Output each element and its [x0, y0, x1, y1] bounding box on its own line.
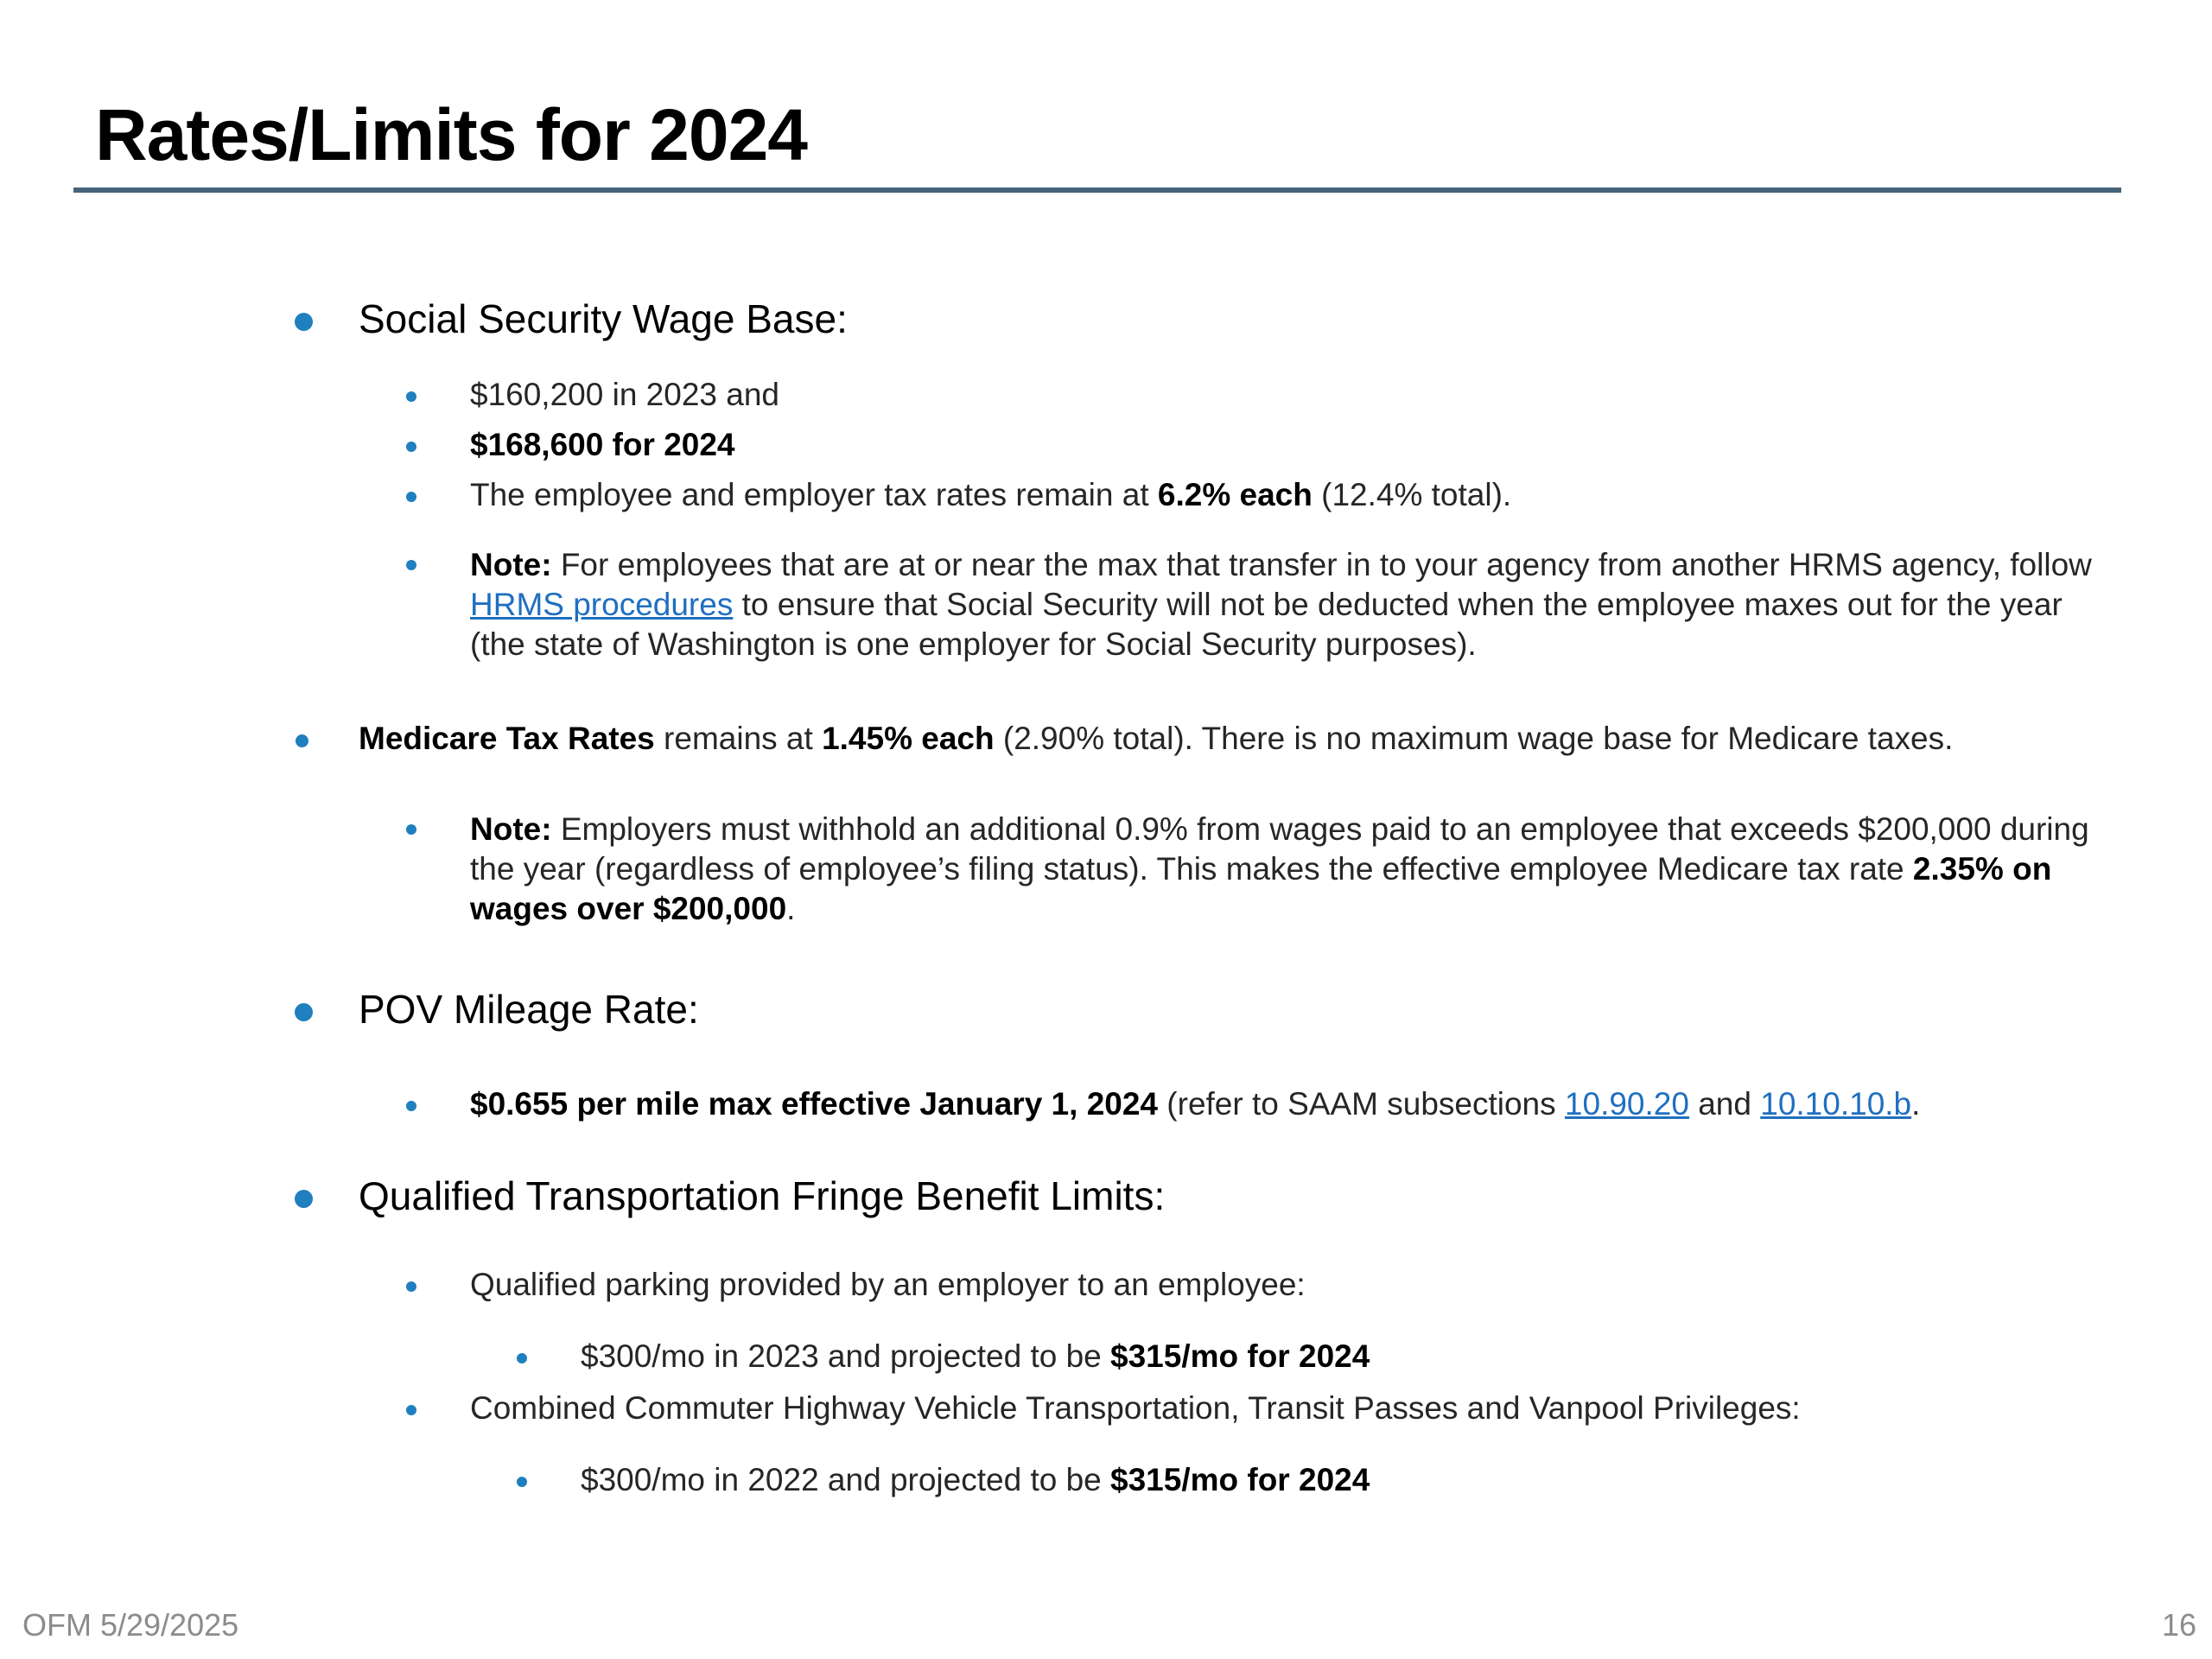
medicare-post: (2.90% total). There is no maximum wage base for Medicare taxes.	[994, 721, 1954, 756]
saam-10-90-20-link[interactable]: 10.90.20	[1564, 1086, 1689, 1122]
bullet-ss-note	[470, 545, 2112, 664]
bullet-dot-icon	[406, 1405, 416, 1415]
ss-2023-text: $160,200 in 2023 and	[470, 377, 780, 412]
bullet-commuter-sub	[581, 1462, 1370, 1498]
medicare-note-text: Employers must withhold an additional 0.9% from wages paid to an employee that exceeds $200,000 during the year (regardless of employee’s filing status). This makes the effective employee Medicare tax rate	[470, 811, 2089, 887]
ss-rates-post: (12.4% total).	[1312, 477, 1512, 512]
medicare-mid: remains at	[654, 721, 823, 756]
bullet-parking	[470, 1267, 1306, 1303]
bullet-ss-2023	[470, 377, 779, 413]
commuter-sub-bold: $315/mo for 2024	[1110, 1462, 1370, 1497]
bullet-social-security	[359, 296, 848, 342]
bullet-dot-icon	[295, 1003, 313, 1021]
bullet-ss-2024	[470, 427, 735, 463]
bullet-parking-sub	[581, 1338, 1370, 1375]
bullet-pov	[359, 986, 699, 1033]
bullet-dot-icon	[406, 1101, 416, 1111]
medicare-label: Medicare Tax Rates	[359, 721, 655, 756]
page-number: 16	[2161, 1607, 2196, 1643]
parking-sub-pre: $300/mo in 2023 and projected to be	[581, 1338, 1111, 1374]
bullet-commuter	[470, 1390, 1801, 1427]
parking-text: Qualified parking provided by an employer to an employee:	[470, 1267, 1306, 1302]
bullet-ss-rates	[470, 477, 1511, 513]
bullet-dot-icon	[406, 824, 416, 835]
ss-note-label: Note:	[470, 547, 552, 582]
bullet-medicare-note	[470, 810, 2112, 929]
commuter-sub-pre: $300/mo in 2022 and projected to be	[581, 1462, 1111, 1497]
bullet-medicare	[359, 721, 1953, 757]
medicare-note-end: .	[786, 891, 796, 926]
bullet-dot-icon	[517, 1353, 527, 1363]
bullet-pov-rate	[470, 1086, 1920, 1122]
bullet-dot-icon	[517, 1477, 527, 1487]
footer-date: OFM 5/29/2025	[22, 1607, 239, 1643]
medicare-note-bold: 2.35% on wages over $200,000	[470, 851, 2052, 926]
ss-2024-text: $168,600 for 2024	[470, 427, 735, 462]
hrms-procedures-link[interactable]: HRMS procedures	[470, 587, 734, 622]
ss-rates-pre: The employee and employer tax rates remain at	[470, 477, 1158, 512]
pov-heading: POV Mileage Rate:	[359, 987, 699, 1032]
ss-rates-bold: 6.2% each	[1157, 477, 1313, 512]
social-security-heading: Social Security Wage Base:	[359, 296, 848, 341]
medicare-rate: 1.45% each	[822, 721, 995, 756]
slide-title: Rates/Limits for 2024	[95, 94, 808, 175]
bullet-dot-icon	[406, 391, 416, 402]
pov-rate-mid: (refer to SAAM subsections	[1158, 1086, 1565, 1122]
saam-10-10-10-b-link[interactable]: 10.10.10.b	[1760, 1086, 1912, 1122]
bullet-dot-icon	[295, 313, 313, 331]
bullet-dot-icon	[295, 1190, 313, 1208]
fringe-heading: Qualified Transportation Fringe Benefit Limits:	[359, 1173, 1166, 1218]
pov-end: .	[1911, 1086, 1921, 1122]
bullet-dot-icon	[406, 442, 416, 452]
parking-sub-bold: $315/mo for 2024	[1110, 1338, 1370, 1374]
bullet-fringe	[359, 1173, 1165, 1219]
pov-and: and	[1688, 1086, 1761, 1122]
medicare-note-label: Note:	[470, 811, 552, 847]
ss-note-post: to ensure that Social Security will not be deducted when the employee maxes out for the year (the state of Washington is one employer for Social Security purposes).	[470, 587, 2063, 662]
ss-note-pre: For employees that are at or near the max that transfer in to your agency from another HRMS agency, follow	[551, 547, 2092, 582]
commuter-text: Combined Commuter Highway Vehicle Transportation, Transit Passes and Vanpool Privileges:	[470, 1390, 1801, 1426]
bullet-dot-icon	[406, 492, 416, 502]
bullet-dot-icon	[406, 560, 416, 570]
bullet-dot-icon	[296, 734, 308, 747]
pov-rate-bold: $0.655 per mile max effective January 1, 2024	[470, 1086, 1159, 1122]
bullet-dot-icon	[406, 1281, 416, 1292]
